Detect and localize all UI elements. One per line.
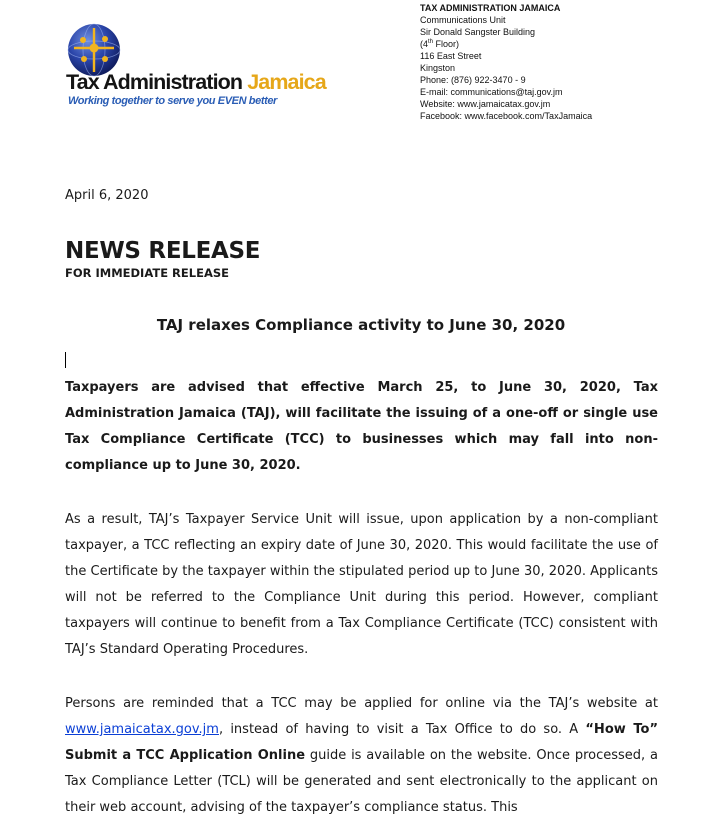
- brand-accent-text: Jamaica: [247, 70, 326, 94]
- contact-block: [420, 2, 718, 121]
- contact-phone: Phone: (876) 922-3470 - 9: [420, 75, 526, 85]
- contact-floor-rest: Floor): [433, 39, 460, 49]
- contact-floor-num: (4: [420, 39, 429, 49]
- taj-logo: [64, 22, 339, 114]
- contact-street: 116 East Street: [420, 51, 482, 61]
- headline: TAJ relaxes Compliance activity to June 30, 2020: [156, 316, 566, 334]
- website-link[interactable]: www.jamaicatax.gov.jm: [65, 722, 219, 737]
- page-subtitle: FOR IMMEDIATE RELEASE: [65, 266, 229, 280]
- contact-floor: [420, 38, 718, 50]
- contact-building: Sir Donald Sangster Building: [420, 27, 536, 37]
- brand-name-text: Tax Administration: [66, 70, 243, 94]
- contact-org: TAX ADMINISTRATION JAMAICA: [420, 3, 561, 13]
- brand-name: [66, 72, 326, 94]
- contact-email[interactable]: E-mail: communications@taj.gov.jm: [420, 87, 563, 97]
- contact-extra: Facebook: www.facebook.com/TaxJamaica: [420, 111, 593, 121]
- paragraph-3-mid: , instead of having to visit a Tax Office to do so. A: [218, 722, 586, 737]
- contact-floor-sup: th: [428, 39, 434, 45]
- release-date: April 6, 2020: [65, 188, 149, 203]
- paragraph-3: [65, 691, 658, 821]
- how-to-guide-title: “How To” Submit a TCC Application Online: [65, 722, 658, 763]
- paragraph-2: As a result, TAJ’s Taxpayer Service Unit will issue, upon application by a non-compliant taxpayer, a TCC reflecting an expiry date of June 30, 2020. This would facilitate the use of the Certificate by the taxpayer within the stipulated period up to June 30, 2020. Applicants will not be referred to the Compliance Unit during this period. However, compliant taxpayers will continue to benefit from a Tax Compliance Certificate (TCC) consistent with TAJ’s Standard Operating Procedures.: [65, 512, 658, 657]
- page-title: NEWS RELEASE: [65, 238, 261, 264]
- contact-website[interactable]: Website: www.jamaicatax.gov.jm: [420, 99, 551, 109]
- text-cursor: [65, 352, 66, 368]
- paragraph-3-intro: Persons are reminded that a TCC may be applied for online via the TAJ’s website at: [65, 696, 658, 711]
- brand-tagline: Working together to serve you EVEN better: [68, 95, 277, 107]
- contact-unit: Communications Unit: [420, 15, 506, 25]
- paragraph-3-end: guide is available on the website. Once processed, a Tax Compliance Letter (TCL) will be generated and sent electronically to the applicant on their web account, advising of the taxpayer’s compliance status. This: [65, 748, 658, 815]
- contact-city: Kingston: [420, 63, 456, 73]
- paragraph-1: Taxpayers are advised that effective March 25, to June 30, 2020, Tax Administration Jamaica (TAJ), will facilitate the issuing of a one-off or single use Tax Compliance Certificate (TCC) to businesses which may fall into non-compliance up to June 30, 2020.: [65, 380, 658, 473]
